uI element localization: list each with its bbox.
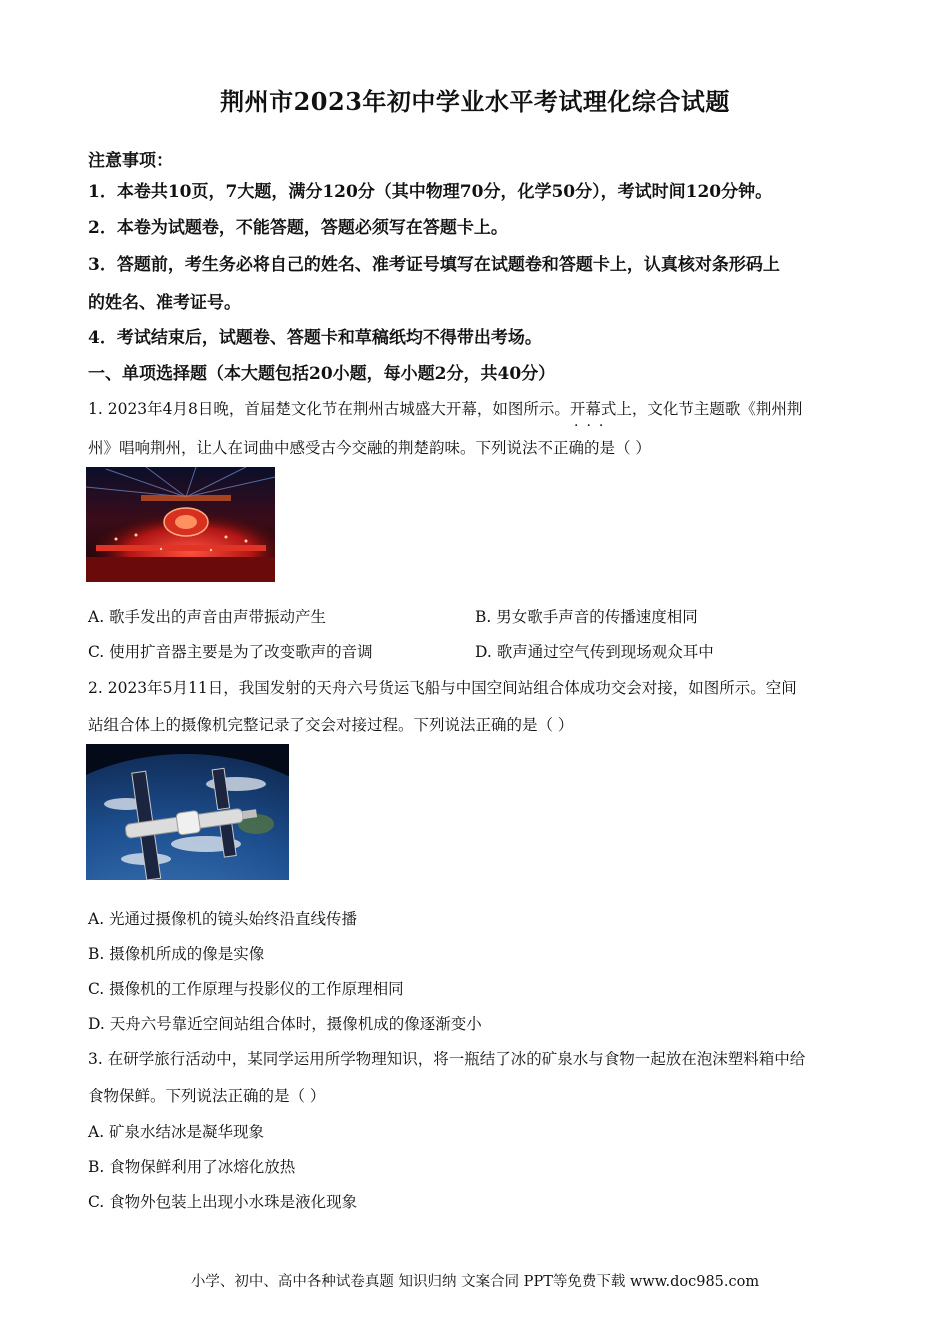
q3-option-b: B. 食物保鲜利用了冰熔化放热: [88, 1158, 296, 1176]
q2-option-d: D. 天舟六号靠近空间站组合体时，摄像机成的像逐渐变小: [88, 1015, 482, 1033]
notice-item-3-line1: 3．答题前，考生务必将自己的姓名、准考证号填写在试题卷和答题卡上，认真核对条形码上: [88, 255, 780, 275]
q1-stem-line1: 1. 2023年4月8日晚，首届楚文化节在荆州古城盛大开幕，如图所示。开幕式上，文化节主题歌《荆州荆: [88, 400, 803, 418]
page-footer: 小学、初中、高中各种试卷真题 知识归纳 文案合同 PPT等免费下载 www.doc985.com: [190, 1274, 760, 1290]
q1-option-b: B. 男女歌手声音的传播速度相同: [475, 608, 698, 626]
notice-heading: 注意事项：: [88, 151, 173, 171]
notice-item-4: 4．考试结束后，试题卷、答题卡和草稿纸均不得带出考场。: [88, 328, 542, 348]
notice-item-1: 1．本卷共10页，7大题，满分120分（其中物理70分，化学50分），考试时间120分钟。: [88, 182, 773, 202]
q2-option-b: B. 摄像机所成的像是实像: [88, 945, 265, 963]
q1-option-a: A. 歌手发出的声音由声带振动产生: [88, 608, 327, 626]
q3-stem-line1: 3. 在研学旅行活动中，某同学运用所学物理知识，将一瓶结了冰的矿泉水与食物一起放在泡沫塑料箱中给: [88, 1050, 806, 1068]
q3-option-a: A. 矿泉水结冰是凝华现象: [88, 1123, 265, 1141]
q1-option-c: C. 使用扩音器主要是为了改变歌声的音调: [88, 643, 373, 661]
space-station-photo: [86, 744, 289, 880]
q1-option-d: D. 歌声通过空气传到现场观众耳中: [475, 643, 714, 661]
q3-option-c: C. 食物外包装上出现小水珠是液化现象: [88, 1193, 358, 1211]
page-title: 荆州市2023年初中学业水平考试理化综合试题: [220, 87, 730, 116]
emphasis-dots: ···: [574, 418, 612, 434]
section-heading: 一、单项选择题（本大题包括20小题，每小题2分，共40分）: [88, 364, 556, 384]
q1-stem-line2: 州》唱响荆州，让人在词曲中感受古今交融的荆楚韵味。下列说法不正确的是（ ）: [88, 439, 651, 457]
q2-option-c: C. 摄像机的工作原理与投影仪的工作原理相同: [88, 980, 404, 998]
q2-stem-line1: 2. 2023年5月11日，我国发射的天舟六号货运飞船与中国空间站组合体成功交会对接，如图所示。空间: [88, 679, 797, 697]
q2-stem-line2: 站组合体上的摄像机完整记录了交会对接过程。下列说法正确的是（ ）: [88, 716, 574, 734]
q3-stem-line2: 食物保鲜。下列说法正确的是（ ）: [88, 1087, 326, 1105]
q2-option-a: A. 光通过摄像机的镜头始终沿直线传播: [88, 910, 358, 928]
notice-item-3-line2: 的姓名、准考证号。: [88, 293, 241, 313]
notice-item-2: 2．本卷为试题卷，不能答题，答题必须写在答题卡上。: [88, 218, 508, 238]
stage-photo: [86, 467, 275, 582]
